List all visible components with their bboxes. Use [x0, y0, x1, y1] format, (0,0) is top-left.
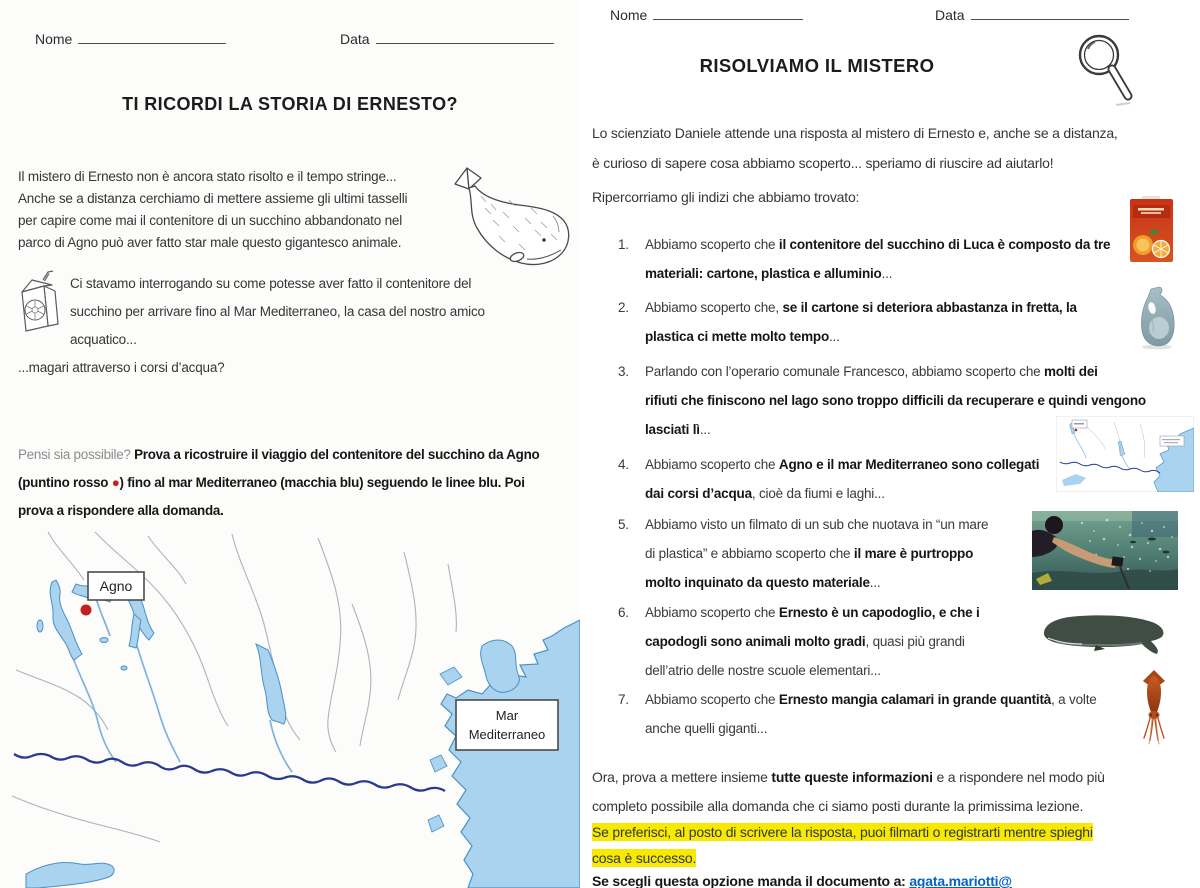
text-segment: ●	[111, 475, 120, 490]
sperm-whale-photo	[1036, 608, 1176, 658]
sea-label-line2: Mediterraneo	[468, 727, 546, 742]
text-segment: ...	[829, 329, 840, 344]
diver-in-plastic-sea-photo	[1032, 511, 1178, 590]
text-segment: molto inquinato da questo materiale	[645, 575, 870, 590]
po-river	[14, 754, 445, 791]
text-segment: completo possibile alla domanda che ci siamo posti durante la primissima lezione.	[592, 797, 1084, 814]
text-segment: ...	[869, 575, 881, 590]
clue-text	[645, 230, 1145, 288]
text-segment: il contenitore del succhino di Luca è composto da tre	[778, 237, 1111, 252]
plastic-bottle-photo	[1136, 284, 1178, 350]
rivers-map-thumbnail	[1056, 416, 1194, 492]
text-segment: è curioso di sapere cosa abbiamo scoperto... speriamo di riuscire ad aiutarlo!	[592, 155, 1054, 171]
text-segment: materiali: cartone, plastica e alluminio	[645, 266, 882, 281]
agno-red-dot	[81, 605, 92, 616]
text-segment: tutte queste informazioni	[771, 769, 933, 785]
agno-label: Agno	[99, 578, 133, 594]
sea-label-line1: Mar	[495, 708, 519, 723]
clue-text	[645, 598, 1045, 685]
text-segment: plastica ci mette molto tempo	[645, 329, 829, 344]
text-segment: il mare è purtroppo	[853, 546, 974, 561]
clue-number: 6.	[618, 605, 629, 620]
text-segment: ...	[881, 266, 893, 281]
text-segment: ...	[699, 422, 711, 437]
text-segment: Lo scienziato Daniele attende una risposta al mistero di Ernesto e, anche se a distanza,	[592, 125, 1118, 141]
text-segment: (puntino rosso	[18, 475, 112, 490]
text-segment: di plastica” e abbiamo scoperto che	[645, 546, 854, 561]
clue-text	[645, 293, 1145, 351]
text-segment: prova a rispondere alla domanda.	[18, 503, 224, 518]
juice-paragraph	[70, 270, 562, 354]
text-segment: acquatico...	[70, 332, 137, 347]
text-segment: cosa è successo.	[592, 849, 697, 866]
text-segment: per capire come mai il contenitore di un succhino abbandonato nel	[18, 213, 402, 228]
text-segment: Se scegli questa opzione manda il documento a:	[592, 873, 910, 888]
clue-item-7	[618, 685, 1145, 743]
date-field-left	[340, 30, 554, 47]
text-segment: Abbiamo scoperto che	[645, 237, 779, 252]
clue-item-1	[618, 230, 1145, 288]
date-field-right	[935, 6, 1129, 23]
text-segment: Il mistero di Ernesto non è ancora stato risolto e il tempo stringe...	[18, 169, 397, 184]
text-segment: Agno e il mar Mediterraneo sono collegati	[778, 457, 1040, 472]
text-segment: , a volte	[1051, 692, 1097, 707]
name-label: Nome	[610, 7, 648, 23]
minor-rivers	[12, 532, 456, 842]
clue-number: 2.	[618, 300, 629, 315]
text-segment: , cioè da fiumi e laghi...	[751, 486, 885, 501]
text-segment: capodogli sono animali molto gradi	[645, 634, 866, 649]
text-segment: Ernesto è un capodoglio, e che i	[778, 605, 980, 620]
text-segment: e a rispondere nel modo più	[932, 769, 1105, 785]
closing-block	[592, 763, 1194, 888]
intro-paragraph-right	[592, 118, 1192, 178]
page-title-left: TI RICORDI LA STORIA DI ERNESTO?	[122, 94, 458, 114]
text-segment: se il cartone si deteriora abbastanza in fretta, la	[782, 300, 1077, 315]
clue-item-4	[618, 450, 1065, 508]
text-segment: Se preferisci, al posto di scrivere la risposta, puoi filmarti o registrarti mentre spieghi	[592, 824, 1093, 840]
text-segment: Abbiamo visto un filmato di un sub che nuotava in “un mare	[645, 517, 989, 532]
rivers-map	[0, 528, 580, 888]
text-segment: Abbiamo scoperto che	[645, 457, 779, 472]
sperm-whale-drawing	[433, 164, 575, 276]
text-segment: Anche se a distanza cerchiamo di mettere assieme gli ultimi tasselli	[18, 191, 408, 206]
text-segment: Pensi sia possibile?	[18, 447, 135, 462]
date-blank-line	[376, 30, 554, 44]
juice-box-drawing	[12, 268, 62, 332]
text-segment: Parlando con l’operario comunale Francesco, abbiamo scoperto che	[645, 364, 1044, 379]
text-segment: Ernesto mangia calamari in grande quantità	[778, 692, 1052, 707]
text-segment: Abbiamo scoperto che	[645, 605, 779, 620]
page-title-right: RISOLVIAMO IL MISTERO	[699, 55, 935, 76]
text-segment: Ora, prova a mettere insieme	[592, 769, 772, 785]
text-segment: molti dei	[1043, 364, 1098, 379]
clue-number: 7.	[618, 692, 629, 707]
text-segment: dell’atrio delle nostre scuole elementari...	[645, 663, 881, 678]
clue-item-6	[618, 598, 1045, 685]
date-label: Data	[340, 31, 370, 47]
name-field-left	[35, 30, 226, 47]
date-blank-line	[971, 6, 1129, 20]
name-blank-line	[78, 30, 226, 44]
text-segment: Abbiamo scoperto che,	[645, 300, 783, 315]
clues-list-intro: Ripercorriamo gli indizi che abbiamo trovato:	[592, 189, 860, 205]
text-segment: lasciati lì	[645, 422, 700, 437]
clue-number: 1.	[618, 237, 629, 252]
text-segment: parco di Agno può aver fatto star male questo gigantesco animale.	[18, 235, 402, 250]
task-paragraph	[18, 441, 576, 525]
name-field-right	[610, 6, 803, 23]
text-segment: succhino per arrivare fino al Mar Mediterraneo, la casa del nostro amico	[70, 304, 485, 319]
juice-carton-photo	[1128, 196, 1175, 262]
send-instruction	[592, 872, 1194, 888]
text-segment: Prova a ricostruire il viaggio del contenitore del succhino da Agno	[134, 447, 540, 462]
clue-item-2	[618, 293, 1145, 351]
text-segment: dai corsi d’acqua	[645, 486, 752, 501]
clue-number: 4.	[618, 457, 629, 472]
text-segment: ) fino al mar Mediterraneo (macchia blu) seguendo le linee blu. Poi	[119, 475, 525, 490]
waterways-question: ...magari attraverso i corsi d’acqua?	[18, 360, 225, 375]
clue-number: 3.	[618, 364, 629, 379]
email-link[interactable]: agata.mariotti@	[909, 873, 1012, 888]
name-blank-line	[653, 6, 803, 20]
giant-squid-illustration	[1136, 668, 1172, 746]
magnifying-glass-icon	[1072, 30, 1142, 110]
text-segment: , quasi più grandi	[865, 634, 965, 649]
clue-text	[645, 450, 1065, 508]
text-segment: rifiuti che finiscono nel lago sono troppo difficili da recuperare e quindi vengono	[645, 393, 1146, 408]
text-segment: Ci stavamo interrogando su come potesse aver fatto il contenitore del	[70, 276, 472, 291]
clue-item-5	[618, 510, 1040, 597]
main-rivers	[70, 598, 292, 772]
clue-text	[645, 685, 1145, 743]
lakes	[37, 578, 286, 724]
clue-number: 5.	[618, 517, 629, 532]
intro-paragraph-left	[18, 166, 458, 254]
date-label: Data	[935, 7, 965, 23]
clue-text	[645, 510, 1040, 597]
text-segment: anche quelli giganti...	[645, 721, 768, 736]
name-label: Nome	[35, 31, 73, 47]
closing-paragraph	[592, 763, 1194, 820]
text-segment: Abbiamo scoperto che	[645, 692, 779, 707]
highlighted-instruction	[592, 820, 1194, 871]
